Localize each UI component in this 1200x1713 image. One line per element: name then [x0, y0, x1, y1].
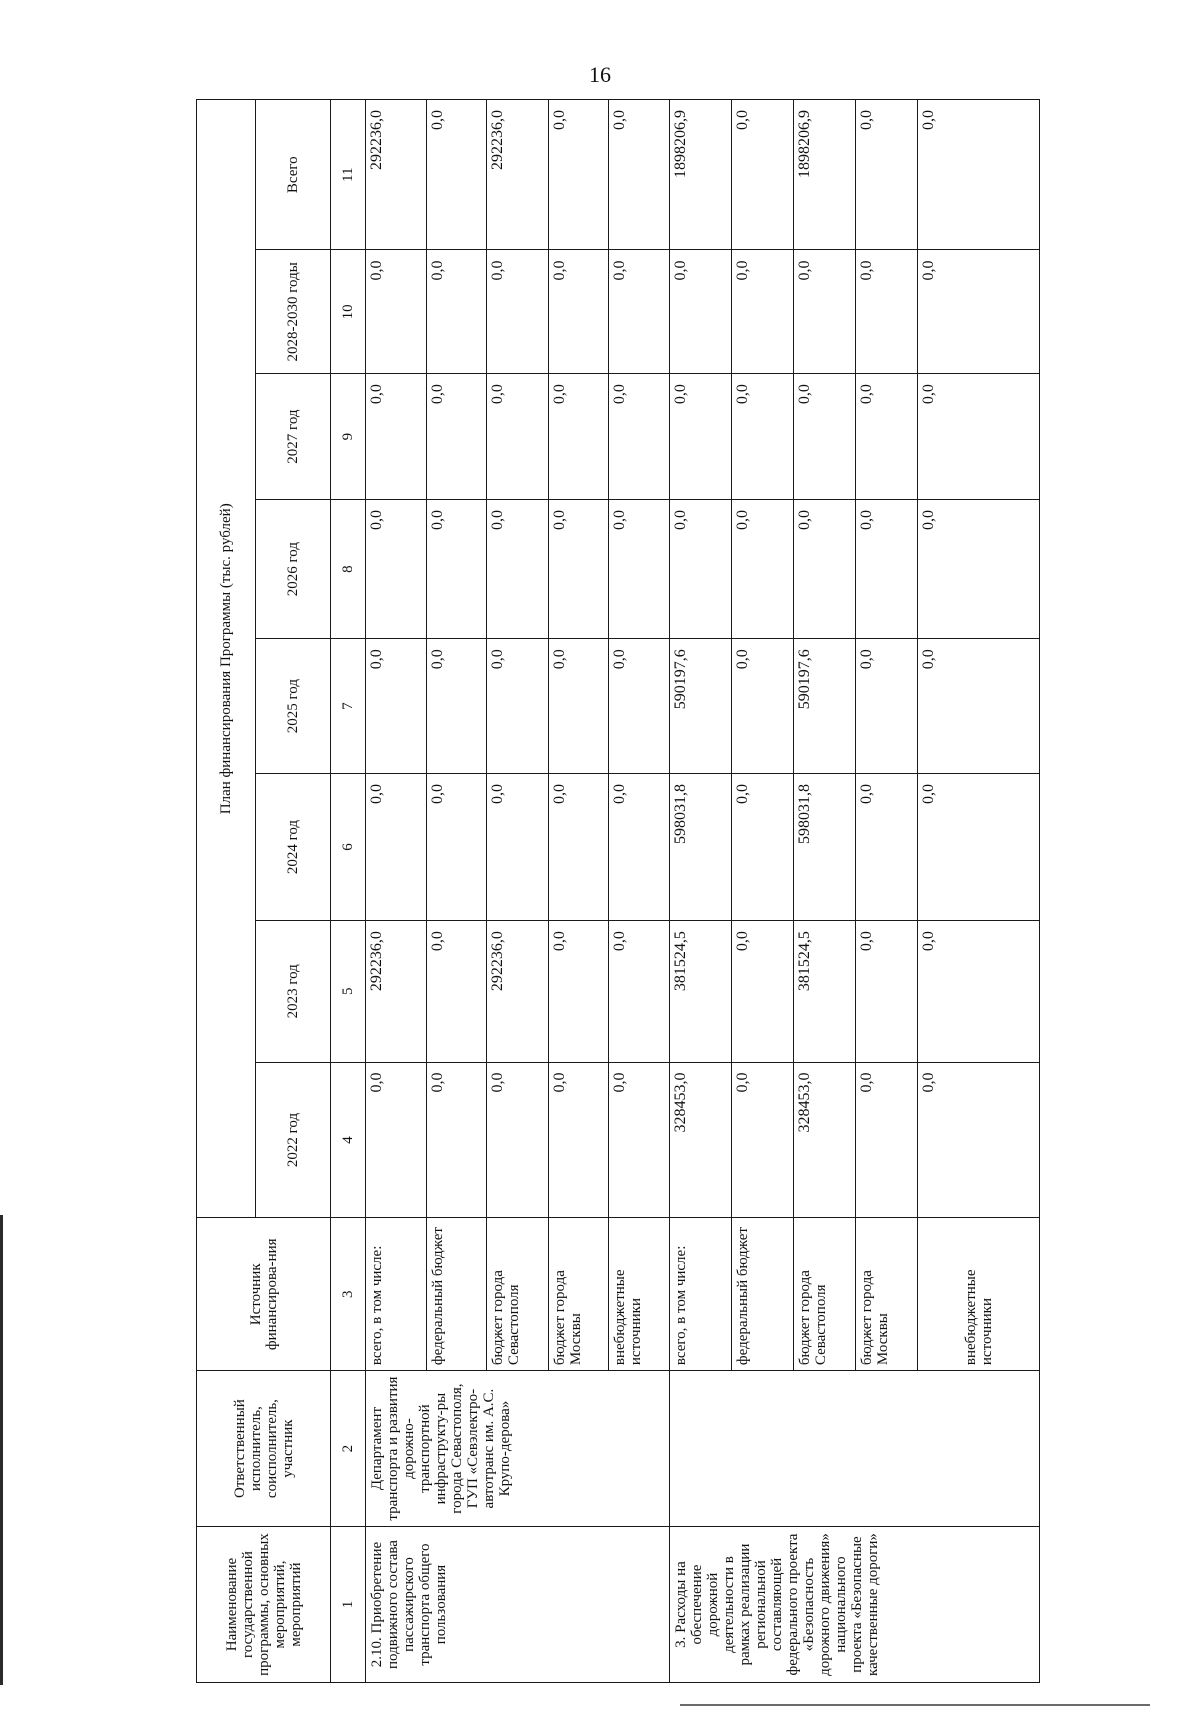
amount-cell: 0,0 — [608, 639, 669, 774]
amount-cell: 0,0 — [548, 1062, 608, 1218]
column-index: 7 — [331, 639, 365, 774]
table-row — [365, 100, 426, 1683]
responsible-executor — [670, 1371, 1040, 1527]
total-cell: 1898206,9 — [670, 100, 732, 251]
amount-cell: 0,0 — [856, 250, 918, 374]
header-year: 2026 год — [256, 500, 331, 639]
amount-cell: 0,0 — [918, 1062, 1040, 1218]
funding-source: федеральный бюджет — [732, 1218, 793, 1371]
column-index: 3 — [331, 1218, 365, 1371]
amount-cell: 0,0 — [365, 374, 426, 500]
column-index: 4 — [331, 1062, 365, 1218]
amount-cell: 0,0 — [793, 250, 855, 374]
header-financing-plan: План финансирования Программы (тыс. рублей) — [197, 100, 256, 1218]
amount-cell: 0,0 — [427, 774, 487, 921]
amount-cell: 0,0 — [732, 639, 793, 774]
amount-cell: 0,0 — [427, 921, 487, 1062]
total-cell: 0,0 — [548, 100, 608, 251]
amount-cell: 0,0 — [856, 774, 918, 921]
amount-cell: 0,0 — [670, 250, 732, 374]
column-index: 6 — [331, 774, 365, 921]
activity-name: 2.10. Приобретение подвижного состава пассажирского транспорта общего пользования — [365, 1527, 669, 1683]
amount-cell: 0,0 — [608, 250, 669, 374]
amount-cell: 0,0 — [918, 500, 1040, 639]
amount-cell: 0,0 — [365, 774, 426, 921]
rotated-table-container — [196, 99, 1040, 1683]
column-index: 2 — [331, 1371, 365, 1527]
funding-source: внебюджетные источники — [608, 1218, 669, 1371]
amount-cell: 0,0 — [365, 639, 426, 774]
column-index: 5 — [331, 921, 365, 1062]
amount-cell: 0,0 — [793, 500, 855, 639]
header-year: 2024 год — [256, 774, 331, 921]
amount-cell: 0,0 — [856, 921, 918, 1062]
table-row — [670, 100, 732, 1683]
amount-cell: 0,0 — [918, 250, 1040, 374]
amount-cell: 0,0 — [548, 921, 608, 1062]
scan-edge-left — [0, 1215, 3, 1685]
activity-name: 3. Расходы на обеспечение дорожной деятельности в рамках реализации региональной составляющей федерального проекта «Безопасность дорожного движения» национального проекта «Безопасные качественные дороги» — [670, 1527, 1040, 1683]
header-row-top — [197, 100, 256, 1683]
funding-source: бюджет города Севастополя — [793, 1218, 855, 1371]
amount-cell: 0,0 — [918, 639, 1040, 774]
column-index: 9 — [331, 374, 365, 500]
amount-cell: 0,0 — [856, 639, 918, 774]
column-index: 10 — [331, 250, 365, 374]
amount-cell: 0,0 — [487, 374, 548, 500]
amount-cell: 0,0 — [427, 639, 487, 774]
header-total: Всего — [256, 100, 331, 251]
amount-cell: 590197,6 — [793, 639, 855, 774]
amount-cell: 328453,0 — [793, 1062, 855, 1218]
amount-cell: 0,0 — [608, 921, 669, 1062]
amount-cell: 0,0 — [608, 1062, 669, 1218]
responsible-executor: Департамент транспорта и развития дорожно-транспортной инфраструкту-ры города Севастополя, ГУП «Севэлектро-автотранс им. А.С. Крупо-дерова» — [365, 1371, 669, 1527]
page-number: 16 — [589, 62, 611, 87]
funding-source: внебюджетные источники — [918, 1218, 1040, 1371]
amount-cell: 0,0 — [427, 1062, 487, 1218]
amount-cell: 381524,5 — [793, 921, 855, 1062]
amount-cell: 0,0 — [487, 1062, 548, 1218]
amount-cell: 0,0 — [487, 250, 548, 374]
total-cell: 0,0 — [732, 100, 793, 251]
funding-source: бюджет города Москвы — [548, 1218, 608, 1371]
funding-source: бюджет города Москвы — [856, 1218, 918, 1371]
amount-cell: 0,0 — [487, 639, 548, 774]
amount-cell: 0,0 — [918, 374, 1040, 500]
header-year: 2028-2030 годы — [256, 250, 331, 374]
header-year: 2027 год — [256, 374, 331, 500]
amount-cell: 292236,0 — [487, 921, 548, 1062]
amount-cell: 0,0 — [732, 1062, 793, 1218]
amount-cell: 0,0 — [670, 374, 732, 500]
amount-cell: 0,0 — [856, 1062, 918, 1218]
amount-cell: 0,0 — [365, 500, 426, 639]
amount-cell: 0,0 — [670, 500, 732, 639]
amount-cell: 0,0 — [856, 374, 918, 500]
amount-cell: 0,0 — [365, 250, 426, 374]
amount-cell: 0,0 — [918, 774, 1040, 921]
total-cell: 0,0 — [856, 100, 918, 251]
header-funding-source: Источник финансирова-ния — [197, 1218, 331, 1371]
total-cell: 292236,0 — [487, 100, 548, 251]
header-year: 2023 год — [256, 921, 331, 1062]
amount-cell: 0,0 — [608, 774, 669, 921]
total-cell: 0,0 — [918, 100, 1040, 251]
amount-cell: 0,0 — [732, 250, 793, 374]
amount-cell: 292236,0 — [365, 921, 426, 1062]
funding-source: всего, в том числе: — [670, 1218, 732, 1371]
amount-cell: 0,0 — [427, 250, 487, 374]
amount-cell: 0,0 — [487, 500, 548, 639]
amount-cell: 0,0 — [548, 639, 608, 774]
amount-cell: 0,0 — [548, 500, 608, 639]
total-cell: 0,0 — [427, 100, 487, 251]
amount-cell: 381524,5 — [670, 921, 732, 1062]
amount-cell: 590197,6 — [670, 639, 732, 774]
amount-cell: 598031,8 — [670, 774, 732, 921]
amount-cell: 0,0 — [732, 921, 793, 1062]
amount-cell: 0,0 — [918, 921, 1040, 1062]
total-cell: 292236,0 — [365, 100, 426, 251]
header-executor: Ответственный исполнитель, соисполнитель, участник — [197, 1371, 331, 1527]
column-index: 8 — [331, 500, 365, 639]
amount-cell: 0,0 — [365, 1062, 426, 1218]
amount-cell: 0,0 — [732, 374, 793, 500]
amount-cell: 0,0 — [548, 374, 608, 500]
amount-cell: 0,0 — [427, 500, 487, 639]
header-year: 2022 год — [256, 1062, 331, 1218]
total-cell: 1898206,9 — [793, 100, 855, 251]
header-year: 2025 год — [256, 639, 331, 774]
header-program-name: Наименование государственной программы, основных мероприятий, мероприятий — [197, 1527, 331, 1683]
amount-cell: 328453,0 — [670, 1062, 732, 1218]
amount-cell: 0,0 — [793, 374, 855, 500]
amount-cell: 0,0 — [608, 374, 669, 500]
column-index-row — [331, 100, 365, 1683]
amount-cell: 0,0 — [427, 374, 487, 500]
amount-cell: 0,0 — [732, 774, 793, 921]
amount-cell: 0,0 — [608, 500, 669, 639]
amount-cell: 0,0 — [548, 250, 608, 374]
funding-source: бюджет города Севастополя — [487, 1218, 548, 1371]
amount-cell: 0,0 — [487, 774, 548, 921]
amount-cell: 598031,8 — [793, 774, 855, 921]
column-index: 11 — [331, 100, 365, 251]
amount-cell: 0,0 — [548, 774, 608, 921]
financing-plan-table — [196, 99, 1040, 1683]
column-index: 1 — [331, 1527, 365, 1683]
scan-edge-bottom — [680, 1704, 1150, 1706]
amount-cell: 0,0 — [856, 500, 918, 639]
total-cell: 0,0 — [608, 100, 669, 251]
funding-source: всего, в том числе: — [365, 1218, 426, 1371]
funding-source: федеральный бюджет — [427, 1218, 487, 1371]
amount-cell: 0,0 — [732, 500, 793, 639]
